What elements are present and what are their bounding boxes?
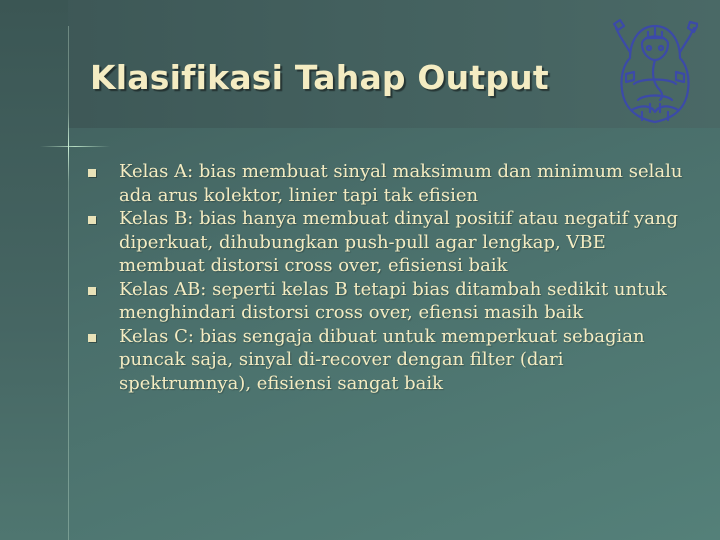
sparkle-horizontal — [40, 146, 110, 147]
bullet-text: Kelas AB: seperti kelas B tetapi bias ditambah sedikit untuk menghindari distorsi cross over, efiensi masih baik — [119, 278, 667, 323]
square-bullet-icon — [88, 334, 96, 342]
itb-ganesha-logo-icon — [612, 14, 698, 132]
bullet-item — [88, 207, 688, 278]
square-bullet-icon — [88, 169, 96, 177]
square-bullet-icon — [88, 216, 96, 224]
bullet-list — [88, 160, 688, 395]
bullet-item — [88, 160, 688, 207]
bullet-item — [88, 325, 688, 396]
sparkle-vertical — [68, 112, 69, 182]
bullet-text: Kelas C: bias sengaja dibuat untuk memperkuat sebagian puncak saja, sinyal di-recover dengan filter (dari spektrumnya), efisiensi sangat baik — [119, 325, 645, 394]
vertical-divider — [68, 26, 69, 540]
square-bullet-icon — [88, 287, 96, 295]
left-band — [0, 0, 68, 540]
slide-title: Klasifikasi Tahap Output — [90, 58, 549, 97]
bullet-text: Kelas A: bias membuat sinyal maksimum dan minimum selalu ada arus kolektor, linier tapi tak efisien — [119, 161, 683, 206]
bullet-item — [88, 278, 688, 325]
bullet-text: Kelas B: bias hanya membuat dinyal positif atau negatif yang diperkuat, dihubungkan push-pull agar lengkap, VBE membuat distorsi cross over, efisiensi baik — [119, 208, 679, 276]
